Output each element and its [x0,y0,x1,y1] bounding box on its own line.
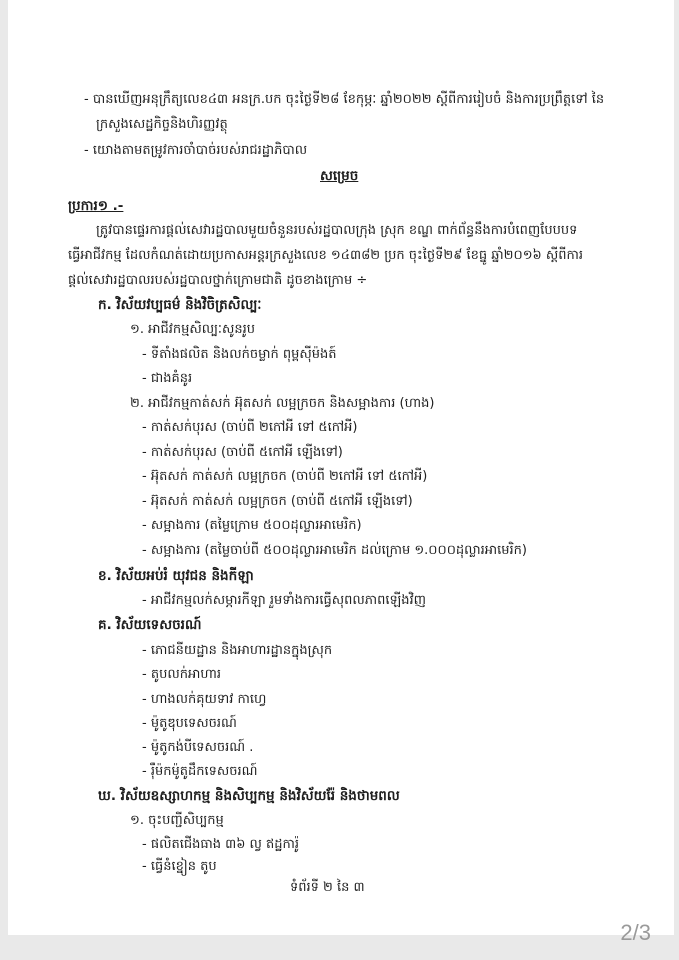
article-body-line: ផ្តល់សេវារដ្ឋបាលរបស់រដ្ឋបាលថ្នាក់ក្រោមជាតិ ដូចខាងក្រោម ÷ [68,273,368,288]
list-item: - អ៊ុតសក់ កាត់សក់ លម្អក្រចក (ចាប់ពី ៥កៅអី ឡើងទៅ) [142,494,413,509]
list-item: - ធ្វើនំខ្នៀន តូប [142,859,217,874]
list-item: - កាត់សក់បុរស (ចាប់ពី ៥កៅអី ឡើងទៅ) [142,445,343,460]
list-item: - ជាងគំនូរ [142,371,193,386]
subsection-title: ១. ចុះបញ្ជីសិប្បកម្ម [130,813,224,828]
list-item: - អាជីវកម្មលក់សម្ភារកីឡា រួមទាំងការធ្វើសុពលភាពឡើងវិញ [142,593,427,608]
list-item: - សម្អាងការ (តម្លៃក្រោម ៥០០ដុល្លារអាមេរិក) [142,518,362,533]
preamble-line: - បានឃើញអនុក្រឹត្យលេខ៤៣ អនក្រ.បក ចុះថ្ងៃទី២៨ ខែកុម្ភៈ ឆ្នាំ២០២២ ស្តីពីការរៀបចំ និងការប្រព្រឹត្តទៅ នៃ [84,92,605,107]
page-footer: ទំព័រទី ២ នៃ ៣ [290,880,365,895]
list-item: - ហាងលក់គុយទាវ កាហ្វេ [142,692,267,707]
preamble-line: - យោងតាមតម្រូវការចាំបាច់របស់រាជរដ្ឋាភិបាល [84,143,308,158]
subsection-title: ១. អាជីវកម្មសិល្បៈសូនរូប [130,322,255,337]
preamble-line: ក្រសួងសេដ្ឋកិច្ចនិងហិរញ្ញវត្ថុ [96,117,228,132]
list-item: - សម្អាងការ (តម្លៃចាប់ពី ៥០០ដុល្លារអាមេរិក ដល់ក្រោម ១.០០០ដុល្លារអាមេរិក) [142,543,528,558]
list-item: - ផលិតជើងធាង ៣៦ ល្វ ឥដ្ឋការ៉ូ [142,837,300,852]
list-item: - ម៉ូតូកង់បីទេសចរណ៍ . [142,740,254,755]
section-title-ko: គ. វិស័យទេសចរណ៍ [98,617,202,633]
article-body-line: ត្រូវបានផ្ទេរការផ្តល់សេវារដ្ឋបាលមួយចំនួនរបស់រដ្ឋបាលក្រុង ស្រុក ខណ្ឌ ពាក់ព័ន្ធនឹងការបំពេញបែបបទ [96,223,578,238]
document-page [8,0,674,935]
list-item: - អ៊ុតសក់ កាត់សក់ លម្អក្រចក (ចាប់ពី ២កៅអី ទៅ ៥កៅអី) [142,469,428,484]
subsection-title: ២. អាជីវកម្មកាត់សក់ អ៊ុតសក់ លម្អក្រចក និងសម្អាងការ (ហាង) [130,396,435,411]
list-item: - ភោជនីយដ្ឋាន និងអាហារដ្ឋានក្នុងស្រុក [142,643,333,658]
list-item: - កាត់សក់បុរស (ចាប់ពី ២កៅអី ទៅ ៥កៅអី) [142,420,358,435]
list-item: - តូបលក់អាហារ [142,667,221,682]
article-body-line: ធ្វើអាជីវកម្ម ដែលកំណត់ដោយប្រកាសអន្តរក្រសួងលេខ ១៤៣៨២ ប្រក ចុះថ្ងៃទី២៩ ខែធ្នូ ឆ្នាំ២០១៦ ស្តីពីការ [68,248,584,263]
list-item: - រ៉ឺម៉កម៉ូតូដឹកទេសចរណ៍ [142,764,258,779]
list-item: - ទីតាំងផលិត និងលក់ចម្លាក់ ពុម្ពស៊ីម៉ងត៍ [142,347,337,362]
decision-heading: សម្រេច [320,168,359,184]
page-indicator: 2/3 [620,920,651,945]
list-item: - ម៉ូតូឌុបទេសចរណ៍ [142,716,237,731]
section-title-kho: ឃ. វិស័យឧស្សាហកម្ម និងសិប្បកម្ម និងវិស័យរ៉ែ និងថាមពល [98,788,400,804]
article-label: ប្រការ១ .- [68,198,124,214]
section-title-ka: ក. វិស័យវប្បធម៌ និងវិចិត្រសិល្បៈ [98,297,262,313]
section-title-kha: ខ. វិស័យអប់រំ យុវជន និងកីឡា [98,568,254,584]
